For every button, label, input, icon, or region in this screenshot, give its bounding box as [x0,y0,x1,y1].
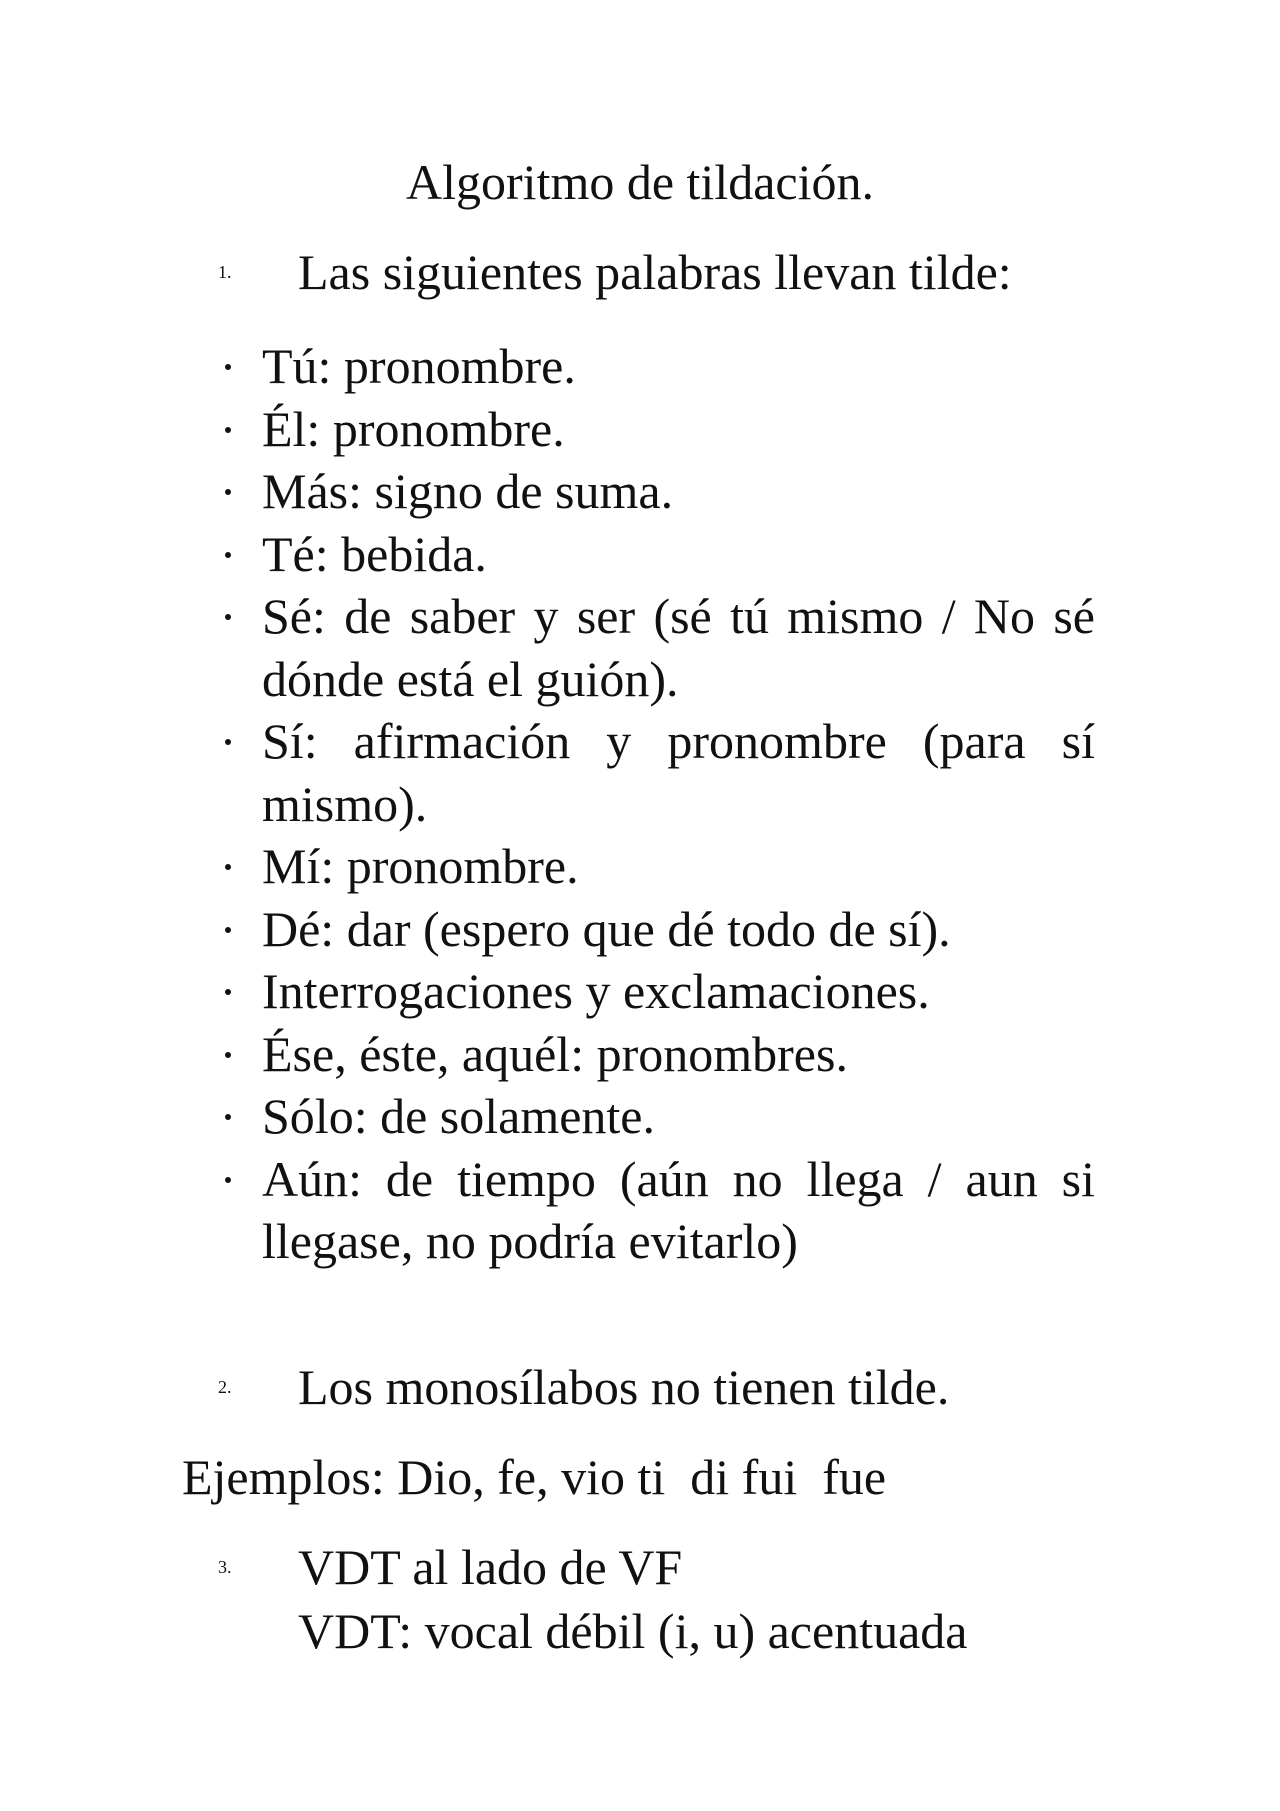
bullet-icon [225,739,231,745]
list-item [215,710,1095,835]
section-heading: VDT al lado de VF [298,1539,683,1595]
bullet-icon [225,1177,231,1183]
bullet-icon [225,552,231,558]
section-heading: Los monosílabos no tienen tilde. [298,1359,950,1415]
list-item-text: Interrogaciones y exclamaciones. [262,963,930,1019]
list-number: 3. [218,1557,232,1577]
section-heading: Las siguientes palabras llevan tilde: [298,244,1012,300]
bullet-icon [225,864,231,870]
bullet-icon [225,927,231,933]
bullet-icon [225,989,231,995]
list-item [215,1085,1095,1148]
bullet-icon [225,427,231,433]
list-item [215,398,1095,461]
bullet-icon [225,1052,231,1058]
bullet-icon [225,1114,231,1120]
list-item-text: Té: bebida. [262,525,487,582]
list-item [215,960,1095,1023]
bullet-icon [225,614,231,620]
list-item-text: Tú: pronombre. [262,338,576,394]
examples-line: Ejemplos: Dio, fe, vio ti di fui fue [182,1449,887,1505]
list-item-text: Aún: de tiempo (aún no llega / aun si llegase, no podría evitarlo) [262,1150,1095,1269]
list-item-text: Él: pronombre. [262,400,565,457]
tilde-words-list [215,335,1095,1273]
list-item [215,585,1095,710]
list-item-text: Sólo: de solamente. [262,1088,655,1144]
list-item-text: Ése, éste, aquél: pronombres. [262,1025,848,1082]
list-number: 1. [218,262,232,282]
list-item-text: Mí: pronombre. [262,838,579,894]
page-title: Algoritmo de tildación. [406,154,874,210]
list-item [215,523,1095,586]
list-item [215,460,1095,523]
list-item-text: Sí: afirmación y pronombre (para sí mismo). [262,713,1095,832]
bullet-icon [225,364,231,370]
list-item [215,1148,1095,1273]
list-item-text: Sé: de saber y ser (sé tú mismo / No sé dónde está el guión). [262,588,1095,707]
list-item [215,1023,1095,1086]
list-item-text: Más: signo de suma. [262,463,674,519]
list-item-text: Dé: dar (espero que dé todo de sí). [262,900,951,957]
list-item [215,835,1095,898]
section-subline: VDT: vocal débil (i, u) acentuada [298,1603,968,1659]
list-item [215,898,1095,961]
bullet-icon [225,489,231,495]
list-number: 2. [218,1377,232,1397]
list-item [215,335,1095,398]
